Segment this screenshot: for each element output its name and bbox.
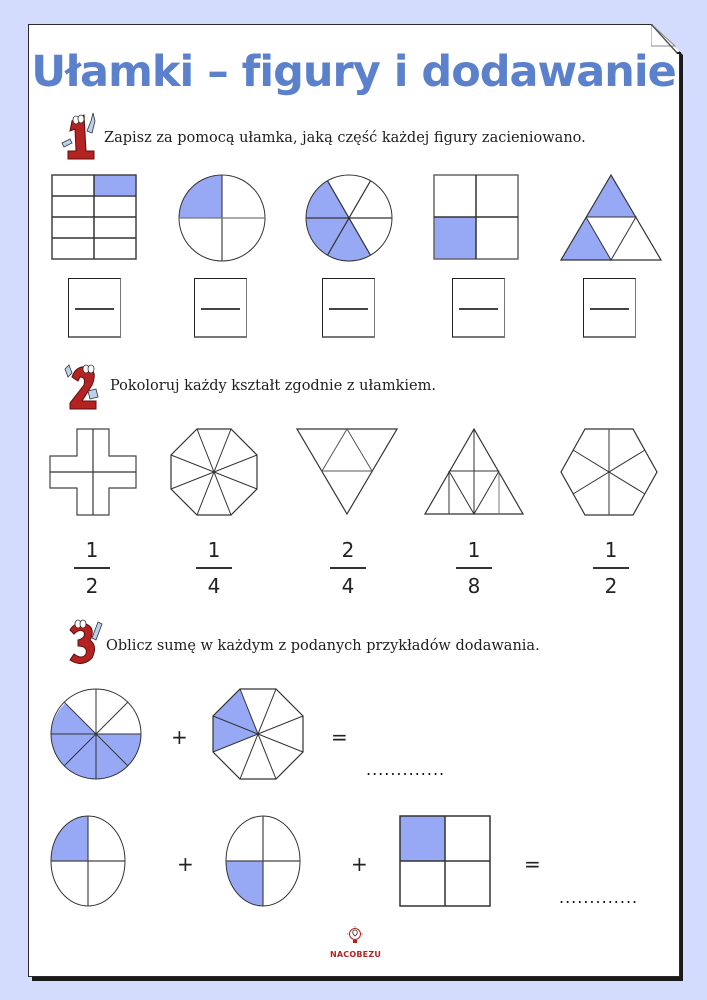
number-two-mascot-icon <box>64 363 104 413</box>
square-quarters-figure <box>433 174 519 260</box>
instruction-2: Pokoloruj każdy kształt zgodnie z ułamkiem. <box>110 378 436 394</box>
denominator: 2 <box>85 573 99 598</box>
circle-eighths-figure <box>50 688 142 780</box>
logo-text: NACOBEZU <box>330 950 382 959</box>
numerator: 1 <box>467 538 481 562</box>
denominator: 4 <box>207 573 221 598</box>
cross-figure <box>49 428 137 516</box>
circle-quarters-figure <box>178 174 266 262</box>
fraction-line <box>196 567 232 569</box>
fraction-label-4 <box>454 537 494 599</box>
fraction-label-2 <box>194 537 234 599</box>
octagon-eighths-figure <box>212 688 304 780</box>
fraction-line <box>74 567 110 569</box>
octagon-figure <box>170 428 258 516</box>
denominator: 4 <box>341 573 355 598</box>
page-title: Ułamki – figury i dodawanie <box>31 47 676 97</box>
fraction-bar <box>459 308 498 310</box>
triangle-quarters-figure <box>560 174 662 262</box>
grid-figure-shaded <box>51 174 137 260</box>
numerator: 1 <box>207 538 221 562</box>
inverted-triangle-figure <box>296 428 398 516</box>
equals-sign: = <box>331 725 348 749</box>
instruction-1: Zapisz za pomocą ułamka, jaką część każdej figury zacieniowano. <box>104 130 586 146</box>
fraction-label-5 <box>591 537 631 599</box>
fraction-bar <box>201 308 240 310</box>
fraction-line <box>330 567 366 569</box>
plus-sign: + <box>171 725 188 749</box>
fraction-line <box>593 567 629 569</box>
denominator: 2 <box>604 573 618 598</box>
numerator: 2 <box>341 538 355 562</box>
instruction-3: Oblicz sumę w każdym z podanych przykładów dodawania. <box>106 638 540 654</box>
answer-box-2[interactable] <box>194 278 247 338</box>
plus-sign: + <box>351 852 368 876</box>
triangle-eighths-figure <box>424 428 524 516</box>
answer-box-4[interactable] <box>452 278 505 338</box>
number-one-mascot-icon <box>60 111 100 161</box>
number-three-mascot-icon <box>64 618 104 668</box>
answer-box-3[interactable] <box>322 278 375 338</box>
answer-blank-1[interactable]: ............. <box>366 760 446 779</box>
denominator: 8 <box>467 573 481 598</box>
numerator: 1 <box>604 538 618 562</box>
fraction-bar <box>590 308 629 310</box>
hexagon-figure <box>560 428 658 516</box>
fraction-label-1 <box>72 537 112 599</box>
nacobezu-logo <box>330 926 380 959</box>
answer-box-1[interactable] <box>68 278 121 338</box>
square-quarters-figure-2 <box>399 815 491 907</box>
answer-blank-2[interactable]: ............. <box>559 888 639 907</box>
ellipse-quarters-figure-2 <box>225 815 301 907</box>
fraction-line <box>456 567 492 569</box>
circle-sixths-figure <box>305 174 393 262</box>
fraction-label-3 <box>328 537 368 599</box>
fraction-bar <box>329 308 368 310</box>
numerator: 1 <box>85 538 99 562</box>
ellipse-quarters-figure-1 <box>50 815 126 907</box>
answer-box-5[interactable] <box>583 278 636 338</box>
lightbulb-brain-icon <box>346 926 364 946</box>
equals-sign: = <box>524 852 541 876</box>
plus-sign: + <box>177 852 194 876</box>
fraction-bar <box>75 308 114 310</box>
